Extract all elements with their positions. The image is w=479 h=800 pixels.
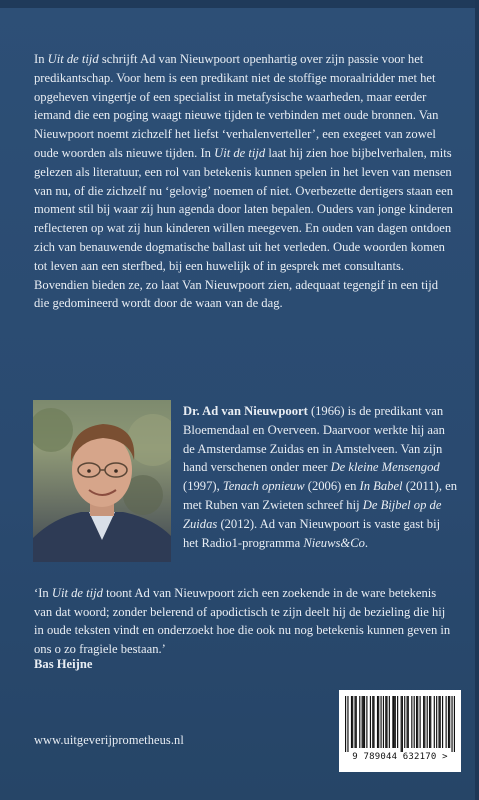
bio-text-part: (2012). Ad van Nieuwpoort is vaste gast bij het Radio1-programma [183, 516, 441, 550]
bio-text-part: (2006) en [304, 479, 360, 494]
bio-text-part: . [364, 535, 369, 550]
barcode [339, 690, 461, 772]
isbn-number: 9 789044 632170 > [352, 752, 448, 762]
bio-text-part: (2011), en met Ruben van Zwieten schreef hij [183, 479, 458, 512]
bio-book-title: Tenach opnieuw [222, 479, 305, 494]
cover-right-edge [475, 0, 479, 800]
bio-book-title: In Babel [359, 479, 403, 494]
blurb-book-title: Uit de tijd [47, 52, 99, 66]
barcode-bars [345, 696, 455, 752]
cover-top-edge [0, 0, 479, 8]
blurb-text-part: laat hij zien hoe bijbelverhalen, mits gelezen als literatuur, een rol van betekenis kunnen spelen in het leven van mensen van nu, of die zichzelf nu ‘gelovig’ noemen of niet. Overbezette dertigers staan een moment stil bij waar zij hun agenda door laten bepalen. Ouders van jonge kinderen reflecteren op wat zij hun kinderen willen meegeven. En ouden van dagen ontdoen zich van benauwende dogmatische ballast uit het verleden. Oude woorden komen tot leven aan een sterfbed, bij een huwelijk of in gesprek met consultants. Bovendien bieden ze, zo laat Van Nieuwpoort zien, adequaat tegengif in een tijd die gedomineerd wordt door de waan van de dag. [34, 145, 454, 311]
author-photo [33, 400, 171, 562]
quote-author: Bas Heijne [34, 657, 93, 671]
blurb-text-part: schrijft Ad van Nieuwpoort openhartig over zijn passie voor het predikantschap. Voor hem is een predikant niet de stoffige moraalridder met het opgeheven vingertje of een specialist in metafysische waarheden, maar eerder iemand die een poging waagt nieuwe tijden te verbinden met oude bronnen. Van Nieuwpoort noemt zichzelf het liefst ‘verhalenverteller’, een exegeet van zowel oude woorden als nieuwe tijden. In [34, 52, 439, 160]
author-bio [183, 402, 458, 552]
quote-text-part: toont Ad van Nieuwpoort zich een zoekende in de ware betekenis van dat woord; zonder belerend of apodictisch te zijn deelt hij de bezieling die hij in oude teksten vindt en onderzoekt hoe die ook nu nog betekenis kunnen geven in ons o zo fragiele bestaan.’ [34, 586, 451, 656]
blurb-book-title: Uit de tijd [214, 145, 266, 160]
bio-text-part: (1997), [183, 479, 223, 494]
quote-text-part: ‘In [34, 586, 52, 600]
blurb-text [34, 50, 454, 313]
blurb-text-part: In [34, 52, 48, 66]
quote-book-title: Uit de tijd [51, 586, 103, 600]
bio-program-title: Nieuws&Co [303, 535, 365, 550]
author-name: Dr. Ad van Nieuwpoort [183, 404, 308, 418]
bio-text-part: (1966) is de predikant van Bloemendaal en Overveen. Daarvoor werkte hij aan de Amsterdamse Zuidas en in Amstelveen. Van zijn hand verschenen onder meer [183, 404, 445, 475]
bio-book-title: De kleine Mensengod [330, 460, 440, 475]
bio-book-title: De Bijbel op de Zuidas [183, 497, 442, 531]
publisher-website: www.uitgeverijprometheus.nl [34, 733, 184, 747]
review-quote [34, 584, 454, 658]
